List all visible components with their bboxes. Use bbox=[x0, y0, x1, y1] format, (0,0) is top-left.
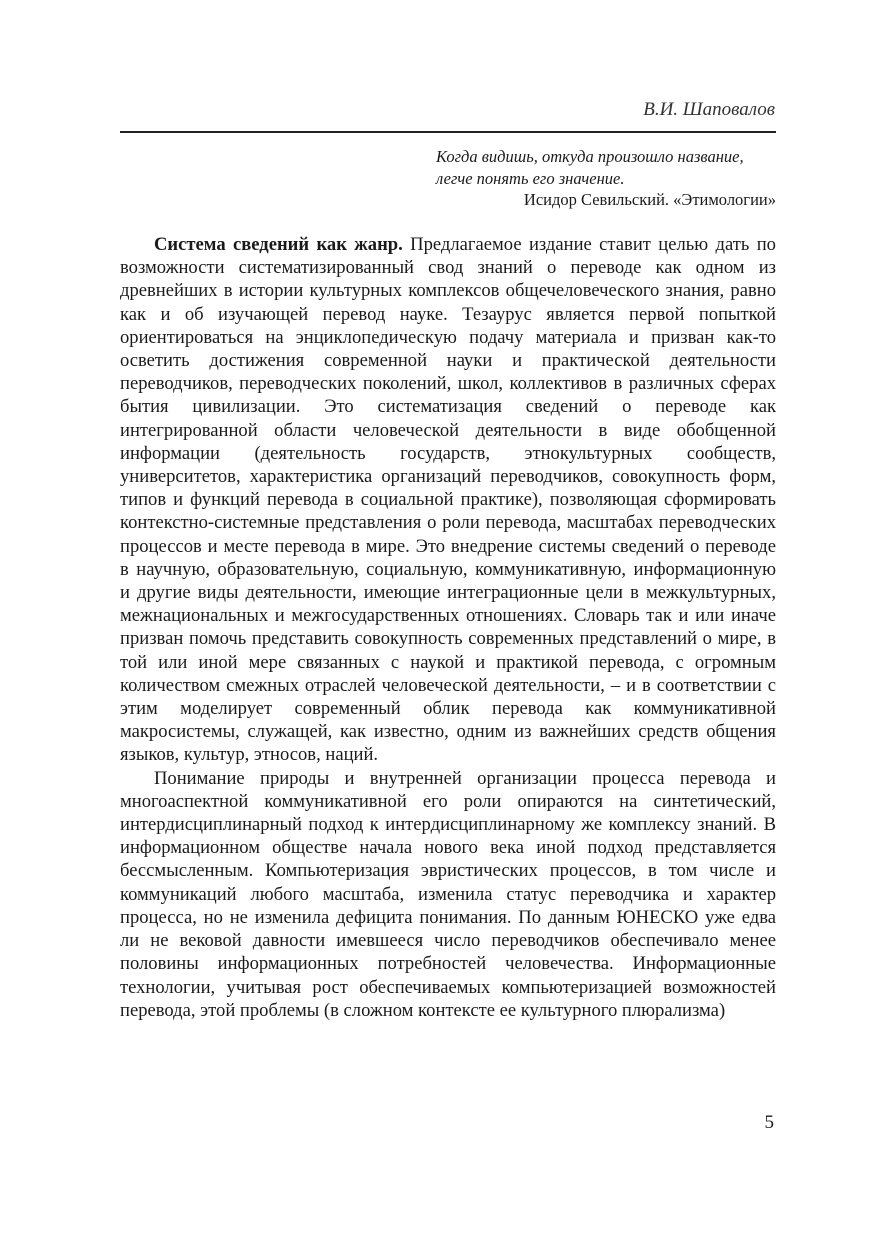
epigraph-quote-line-1: Когда видишь, откуда произошло название, bbox=[436, 147, 744, 166]
header-rule bbox=[120, 131, 776, 133]
paragraph-1-text: Предлагаемое издание ставит целью дать по возможности систематизированный свод знаний о переводе как одном из древнейших в истории культурных комплексов общечеловеческого знания, равно как и об изучающей перевод науке. Тезаурус является первой попыткой ориентироваться на энциклопедическую подачу материала и призван как-то осветить достижения современной науки и практической деятельности переводчиков, переводческих поколений, школ, коллективов в различных сферах бытия цивилизации. Это систематизация сведений о переводе как интегрированной области человеческой деятельности в виде обобщенной информации (деятельность государств, этнокультурных сообществ, университетов, характеристика организаций переводчиков, совокупность форм, типов и функций перевода в социальной практике), позволяющая сформировать контекстно-системные представления о роли перевода, масштабах переводческих процессов и месте перевода в мире. Это внедрение системы сведений о переводе в научную, образовательную, социальную, коммуникативную, информационную и другие виды деятельности, имеющие интеграционные цели в межкультурных, межнациональных и межгосударственных отношениях. Словарь так и или иначе призван помочь представить совокупность современных представлений о мире, в той или иной мере связанных с наукой и практикой перевода, с огромным количеством смежных отраслей человеческой деятельности, – и в соответствии с этим моделирует современный облик перевода как коммуникативной макросистемы, служащей, как известно, одним из важнейших средств общения языков, культур, этносов, наций. bbox=[120, 234, 776, 766]
epigraph-source: Исидор Севильский. «Этимологии» bbox=[523, 190, 776, 209]
epigraph-quote-line-2: легче понять его значение. bbox=[436, 168, 625, 188]
paragraph-1 bbox=[120, 233, 776, 767]
epigraph bbox=[436, 146, 776, 211]
running-head: В.И. Шаповалов bbox=[643, 99, 775, 120]
page-number: 5 bbox=[764, 1112, 774, 1133]
paragraph-2: Понимание природы и внутренней организации процесса перевода и многоаспектной коммуникативной его роли опираются на синтетический, интердисциплинарный подход к интердисциплинарному же комплексу знаний. В информационном обществе начала нового века иной подход представляется бессмысленным. Компьютеризация эвристических процессов, в том числе и коммуникаций любого масштаба, изменила статус переводчика и характер процесса, но не изменила дефицита понимания. По данным ЮНЕСКО уже едва ли не вековой давности имевшееся число переводчиков обеспечивало менее половины информационных потребностей человечества. Информационные технологии, учитывая рост обеспечиваемых компьютеризацией возможностей перевода, этой проблемы (в сложном контексте ее культурного плюрализма) bbox=[120, 767, 776, 1021]
body-text bbox=[120, 233, 776, 1022]
section-heading: Система сведений как жанр. bbox=[154, 234, 403, 255]
